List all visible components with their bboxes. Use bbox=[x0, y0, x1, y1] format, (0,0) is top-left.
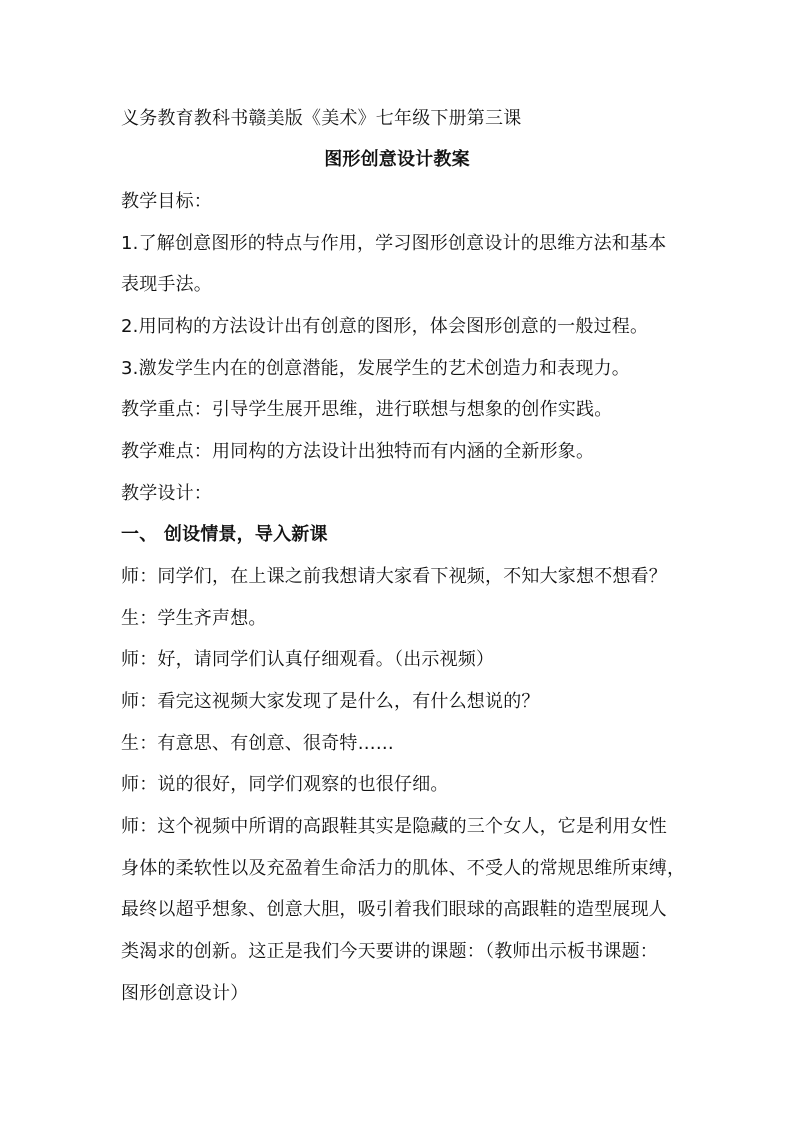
dialogue-line: 师：同学们，在上课之前我想请大家看下视频，不知大家想不想看？ bbox=[121, 566, 667, 587]
paragraph-line: 最终以超乎想象、创意大胆，吸引着我们眼球的高跟鞋的造型展现人 bbox=[121, 899, 667, 920]
paragraph-line: 1.了解创意图形的特点与作用，学习图形创意设计的思维方法和基本 bbox=[121, 233, 667, 254]
section-heading: 一、 创设情景，导入新课 bbox=[121, 524, 328, 545]
paragraph-line: 类渴求的创新。这正是我们今天要讲的课题：（教师出示板书课题： bbox=[121, 941, 658, 962]
paragraph-line: 图形创意设计） bbox=[121, 983, 249, 1004]
paragraph-line: 3.激发学生内在的创意潜能，发展学生的艺术创造力和表现力。 bbox=[121, 358, 630, 379]
document-title: 图形创意设计教案 bbox=[324, 149, 470, 170]
paragraph-line: 身体的柔软性以及充盈着生命活力的肌体、不受人的常规思维所束缚， bbox=[121, 858, 686, 879]
dialogue-line: 生：学生齐声想。 bbox=[121, 608, 267, 629]
paragraph-line: 师：这个视频中所谓的高跟鞋其实是隐藏的三个女人，它是利用女性 bbox=[121, 816, 667, 837]
paragraph-line: 表现手法。 bbox=[121, 274, 212, 295]
section-heading: 教学目标： bbox=[121, 191, 212, 212]
paragraph-line: 教学难点：用同构的方法设计出独特而有内涵的全新形象。 bbox=[121, 441, 595, 462]
section-heading: 教学设计： bbox=[121, 483, 212, 504]
document-subtitle: 义务教育教科书赣美版《美术》七年级下册第三课 bbox=[121, 108, 522, 129]
dialogue-line: 师：说的很好，同学们观察的也很仔细。 bbox=[121, 774, 449, 795]
paragraph-line: 2.用同构的方法设计出有创意的图形，体会图形创意的一般过程。 bbox=[121, 316, 649, 337]
dialogue-line: 师：好，请同学们认真仔细观看。（出示视频） bbox=[121, 649, 495, 670]
paragraph-line: 教学重点：引导学生展开思维，进行联想与想象的创作实践。 bbox=[121, 399, 613, 420]
dialogue-line: 师：看完这视频大家发现了是什么，有什么想说的？ bbox=[121, 691, 540, 712]
dialogue-line: 生：有意思、有创意、很奇特…… bbox=[121, 733, 394, 754]
